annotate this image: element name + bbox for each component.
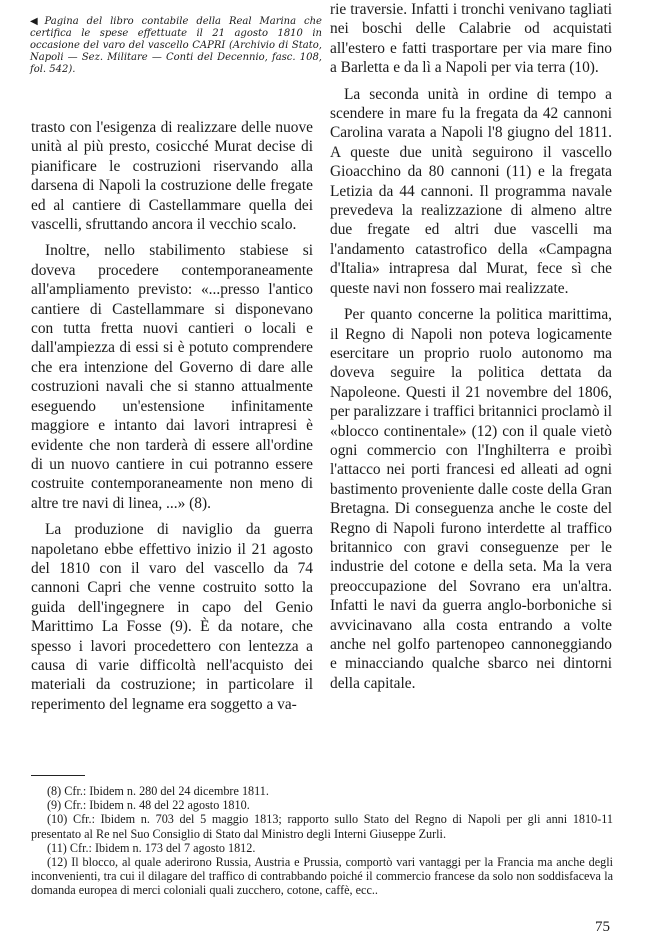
caption-text: Pagina del libro contabile della Real Marina che certifica le spese effettuate il 21 agosto 1810 in occasione del varo del vascello CAPRI (Archivio di Stato, Napoli — Sez. Militare — Conti del Decennio, fasc. 108, fol. 542). xyxy=(30,16,322,75)
left-column xyxy=(31,118,313,714)
footnote: (9) Cfr.: Ibidem n. 48 del 22 agosto 1810. xyxy=(47,798,250,813)
footnotes xyxy=(31,784,613,898)
footnote-divider xyxy=(31,775,85,776)
paragraph: trasto con l'esigenza di realizzare delle nuove unità al più presto, cosicché Murat decise di pianificare le costruzioni riservando alla darsena di Napoli la costruzione delle fregate ed al cantiere di Castellammare quella dei vascelli, sfruttando ancora il vecchio scalo. xyxy=(31,119,313,234)
paragraph: La produzione di naviglio da guerra napoletano ebbe effettivo inizio il 21 agosto del 1810 con il varo del vascello da 74 cannoni Capri che venne costruito sotto la guida dell'ingegnere in capo del Genio Marittimo La Fosse (9). È da notare, che spesso i lavori procedettero con lentezza a causa di varie difficoltà nell'acquisto dei materiali da costruzione; in particolare il reperimento del legname era soggetto a va- xyxy=(31,521,313,713)
footnote: (11) Cfr.: Ibidem n. 173 del 7 agosto 1812. xyxy=(47,840,256,855)
footnote: (12) Il blocco, al quale aderirono Russia, Austria e Prussia, comportò vari vantaggi per la Francia ma anche degli inconvenienti, tra cui il dilagare del traffico di contrabbando poiché il commercio francese da solo non soddisfaceva la domanda europea di merci coloniali quali zucchero, cotone, caffè, ecc.. xyxy=(31,855,613,898)
page-number: 75 xyxy=(595,919,610,935)
figure-caption xyxy=(30,16,322,76)
arrow-left-icon: ◀ xyxy=(30,16,43,27)
footnote: (10) Cfr.: Ibidem n. 703 del 5 maggio 1813; rapporto sullo Stato del Regno di Napoli per gli anni 1810-11 presentato al Re nel Suo Consiglio di Stato dal Ministro degli Interni Giuseppe Zurli. xyxy=(31,812,613,841)
right-column xyxy=(330,0,612,693)
paragraph: rie traversie. Infatti i tronchi venivano tagliati nei boschi delle Calabrie od acquistati all'estero e fatti trasportare per via mare fino a Barletta e da lì a Napoli per via terra (10). xyxy=(330,1,612,77)
paragraph: Inoltre, nello stabilimento stabiese si doveva procedere contemporaneamente all'ampliamento previsto: «...presso l'antico cantiere di Castellammare si disponevano con tutta fretta nuovi cantieri o locali e dall'ampiezza di essi si è potuto comprendere che era intenzione del Governo di dare alle costruzioni navali che si stanno attualmente eseguendo un'estensione infinitamente maggiore e intanto dai lavori intrapresi è evidente che non tarderà di essere all'ordine di un nuovo cantiere in cui potranno essere costruite contemporaneamente non meno di altre tre navi di linea, ...» (8). xyxy=(31,242,313,512)
paragraph: La seconda unità in ordine di tempo a scendere in mare fu la fregata da 42 cannoni Carolina varata a Napoli l'8 giugno del 1811. A queste due unità seguirono il vascello Gioacchino da 80 cannoni (11) e la fregata Letizia da 44 cannoni. Il programma navale prevedeva la realizzazione di almeno altre due fregate ed altri due vascelli ma l'andamento catastrofico della «Campagna d'Italia» intrapresa dal Murat, fece sì che queste navi non fossero mai realizzate. xyxy=(330,85,612,297)
footnote: (8) Cfr.: Ibidem n. 280 del 24 dicembre 1811. xyxy=(47,784,269,798)
paragraph: Per quanto concerne la politica marittima, il Regno di Napoli non poteva logicamente esercitare un proprio ruolo autonomo ma doveva seguire la politica dettata da Napoleone. Questi il 21 novembre del 1806, per paralizzare i traffici britannici proclamò il «blocco continentale» (12) con il quale vietò ogni commercio con l'Inghilterra e proibì l'attacco nei porti francesi ed alleati ad ogni bastimento proveniente dalle coste della Gran Bretagna. Di conseguenza anche le coste del Regno di Napoli furono interdette al traffico britannico con gravi conseguenze per le industrie del cotone e della seta. Ma la vera preoccupazione del Sovrano era un'altra. Infatti le navi da guerra anglo-borboniche si avvicinavano alla costa entrando a volte anche nel golfo partenopeo cannoneggiando e minacciando qualche sbarco nei dintorni della capitale. xyxy=(330,306,612,692)
